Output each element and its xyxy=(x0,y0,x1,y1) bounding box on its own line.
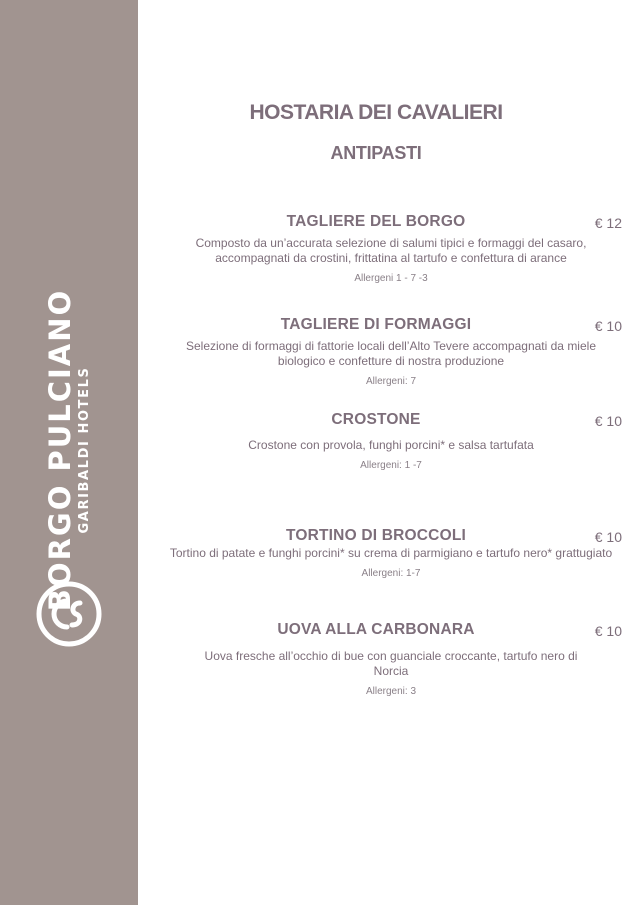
section-title: ANTIPASTI xyxy=(330,143,422,163)
dish-name: UOVA ALLA CARBONARA xyxy=(277,621,475,638)
dish-allergens: Allergeni: 1-7 xyxy=(361,568,421,579)
restaurant-title: HOSTARIA DEI CAVALIERI xyxy=(249,101,503,124)
dish-description: Selezione di formaggi di fattorie locali dell’Alto Tevere accompagnati da miele biologico e confetture di nostra produzione xyxy=(185,339,596,368)
dish-name: TAGLIERE DI FORMAGGI xyxy=(280,316,472,333)
menu-item-tagliere-borgo xyxy=(160,212,622,286)
dish-price: € 12 xyxy=(594,215,622,231)
dish-description: Composto da un’accurata selezione di salumi tipici e formaggi del casaro, accompagnati da crostini, frittatina al tartufo e confettura di arance xyxy=(195,236,587,265)
dish-name: CROSTONE xyxy=(331,411,421,428)
brand-wordmark xyxy=(44,289,94,611)
menu-item-uova-carbonara xyxy=(160,620,622,699)
dish-allergens: Allergeni: 7 xyxy=(365,376,417,387)
dish-description: Tortino di patate e funghi porcini* su crema di parmigiano e tartufo nero* grattugiato xyxy=(169,546,613,560)
dish-description: Uova fresche all’occhio di bue con guanciale croccante, tartufo nero di Norcia xyxy=(204,649,578,678)
dish-allergens: Allergeni 1 - 7 -3 xyxy=(354,273,428,284)
dish-description: Crostone con provola, funghi porcini* e salsa tartufata xyxy=(248,438,534,452)
brand-subtitle: GARIBALDI HOTELS xyxy=(77,366,92,534)
brand-sidebar xyxy=(0,0,138,905)
dish-name: TAGLIERE DEL BORGO xyxy=(286,213,466,230)
menu-item-tortino-broccoli xyxy=(160,526,622,581)
dish-price: € 10 xyxy=(594,413,622,429)
dish-allergens: Allergeni: 3 xyxy=(365,686,417,697)
brand-name: BORGO PULCIANO xyxy=(43,288,77,612)
dish-price: € 10 xyxy=(594,623,622,639)
brand-logo-icon xyxy=(36,581,102,647)
menu-item-crostone xyxy=(160,410,622,473)
dish-allergens: Allergeni: 1 -7 xyxy=(360,460,422,471)
dish-name: TORTINO DI BROCCOLI xyxy=(285,527,467,544)
dish-price: € 10 xyxy=(594,529,622,545)
menu-item-tagliere-formaggi xyxy=(160,315,622,389)
dish-price: € 10 xyxy=(594,318,622,334)
